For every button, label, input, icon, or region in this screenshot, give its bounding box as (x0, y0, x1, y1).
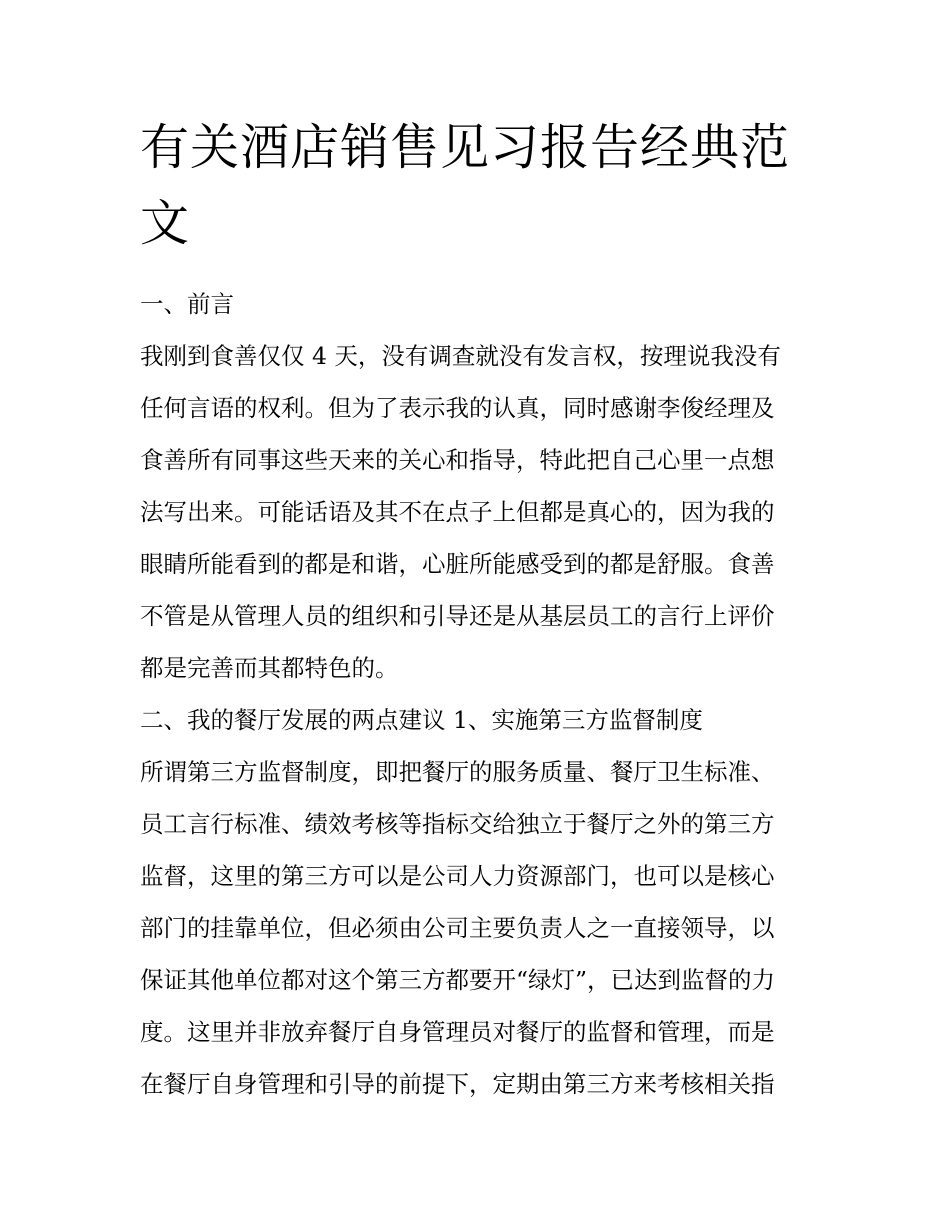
document-title: 有关酒店销售见习报告经典范文 (140, 119, 791, 252)
body-line: 任何言语的权利。但为了表示我的认真，同时感谢李俊经理及 (140, 394, 775, 422)
body-line: 保证其他单位都对这个第三方都要开“绿灯”，已达到监督的力 (140, 966, 776, 994)
body-line: 部门的挂靠单位，但必须由公司主要负责人之一直接领导，以 (140, 914, 775, 942)
body-line: 食善所有同事这些天来的关心和指导，特此把自己心里一点想 (140, 446, 775, 474)
body-line: 度。这里并非放弃餐厅自身管理员对餐厅的监督和管理，而是 (140, 1018, 775, 1046)
body-line: 眼睛所能看到的都是和谐，心脏所能感受到的都是舒服。食善 (140, 550, 775, 578)
body-line: 都是完善而其都特色的。 (140, 654, 399, 682)
document-body (140, 278, 812, 1110)
section-heading-preface: 一、前言 (140, 290, 234, 318)
body-line: 监督，这里的第三方可以是公司人力资源部门，也可以是核心 (140, 862, 775, 890)
body-line: 在餐厅自身管理和引导的前提下，定期由第三方来考核相关指 (140, 1070, 775, 1098)
body-line: 所谓第三方监督制度，即把餐厅的服务质量、餐厅卫生标准、 (140, 758, 775, 786)
section-heading-suggestions: 二、我的餐厅发展的两点建议 1、实施第三方监督制度 (140, 706, 703, 734)
body-line: 我刚到食善仅仅 4 天，没有调查就没有发言权，按理说我没有 (140, 342, 781, 370)
body-line: 不管是从管理人员的组织和引导还是从基层员工的言行上评价 (140, 602, 775, 630)
body-line: 法写出来。可能话语及其不在点子上但都是真心的，因为我的 (140, 498, 775, 526)
body-line: 员工言行标准、绩效考核等指标交给独立于餐厅之外的第三方 (140, 810, 775, 838)
